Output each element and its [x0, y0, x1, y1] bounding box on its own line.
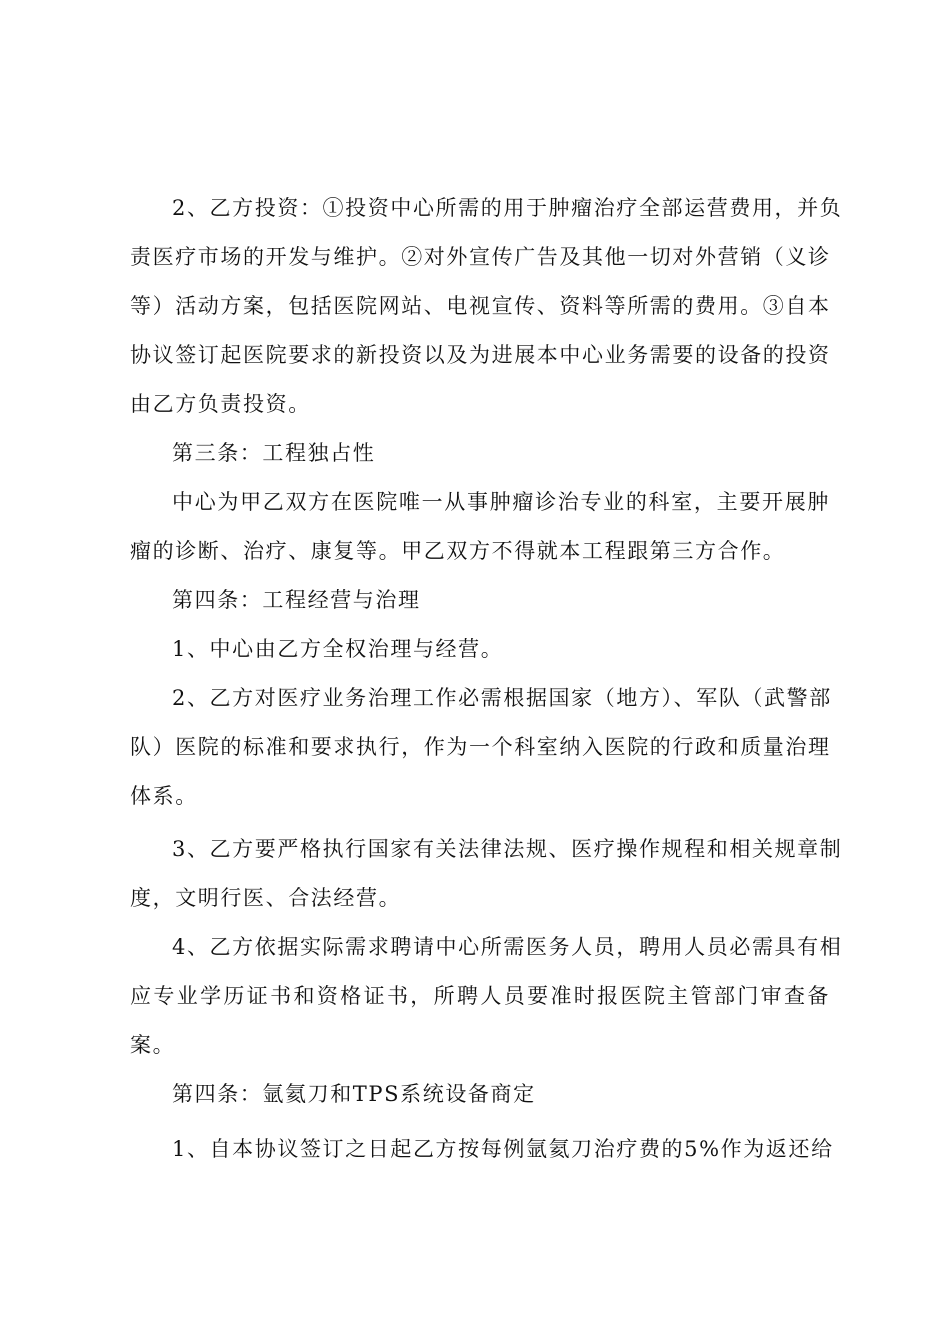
section-heading: 第四条：工程经营与治理	[172, 588, 421, 612]
paragraph-line: 案。	[130, 1033, 176, 1057]
section-heading: 第三条：工程独占性	[172, 441, 376, 465]
paragraph-line: 体系。	[130, 784, 198, 808]
paragraph-line: 中心为甲乙双方在医院唯一从事肿瘤诊治专业的科室，主要开展肿	[172, 490, 830, 514]
paragraph-line: 等）活动方案，包括医院网站、电视宣传、资料等所需的费用。③自本	[130, 294, 831, 318]
paragraph-line: 度，文明行医、合法经营。	[130, 886, 402, 910]
paragraph-line: 瘤的诊断、治疗、康复等。甲乙双方不得就本工程跟第三方合作。	[130, 539, 786, 563]
paragraph-line: 2、乙方对医疗业务治理工作必需根据国家（地方）、军队（武警部	[172, 686, 832, 710]
paragraph-line: 3、乙方要严格执行国家有关法律法规、医疗操作规程和相关规章制	[172, 837, 843, 861]
paragraph-line: 由乙方负责投资。	[130, 392, 311, 416]
paragraph-line: 应专业学历证书和资格证书，所聘人员要准时报医院主管部门审查备	[130, 984, 830, 1008]
paragraph-line: 协议签订起医院要求的新投资以及为进展本中心业务需要的设备的投资	[130, 343, 831, 367]
section-heading: 第四条：氩氦刀和TPS系统设备商定	[172, 1082, 536, 1106]
paragraph-line: 4、乙方依据实际需求聘请中心所需医务人员，聘用人员必需具有相	[172, 935, 843, 959]
paragraph-line: 1、自本协议签订之日起乙方按每例氩氦刀治疗费的5%作为返还给	[172, 1137, 834, 1161]
paragraph-line: 2、乙方投资：①投资中心所需的用于肿瘤治疗全部运营费用，并负	[172, 196, 843, 220]
paragraph-line: 1、中心由乙方全权治理与经营。	[172, 637, 504, 661]
paragraph-line: 责医疗市场的开发与维护。②对外宣传广告及其他一切对外营销（义诊	[130, 245, 831, 269]
paragraph-line: 队）医院的标准和要求执行，作为一个科室纳入医院的行政和质量治理	[130, 735, 831, 759]
